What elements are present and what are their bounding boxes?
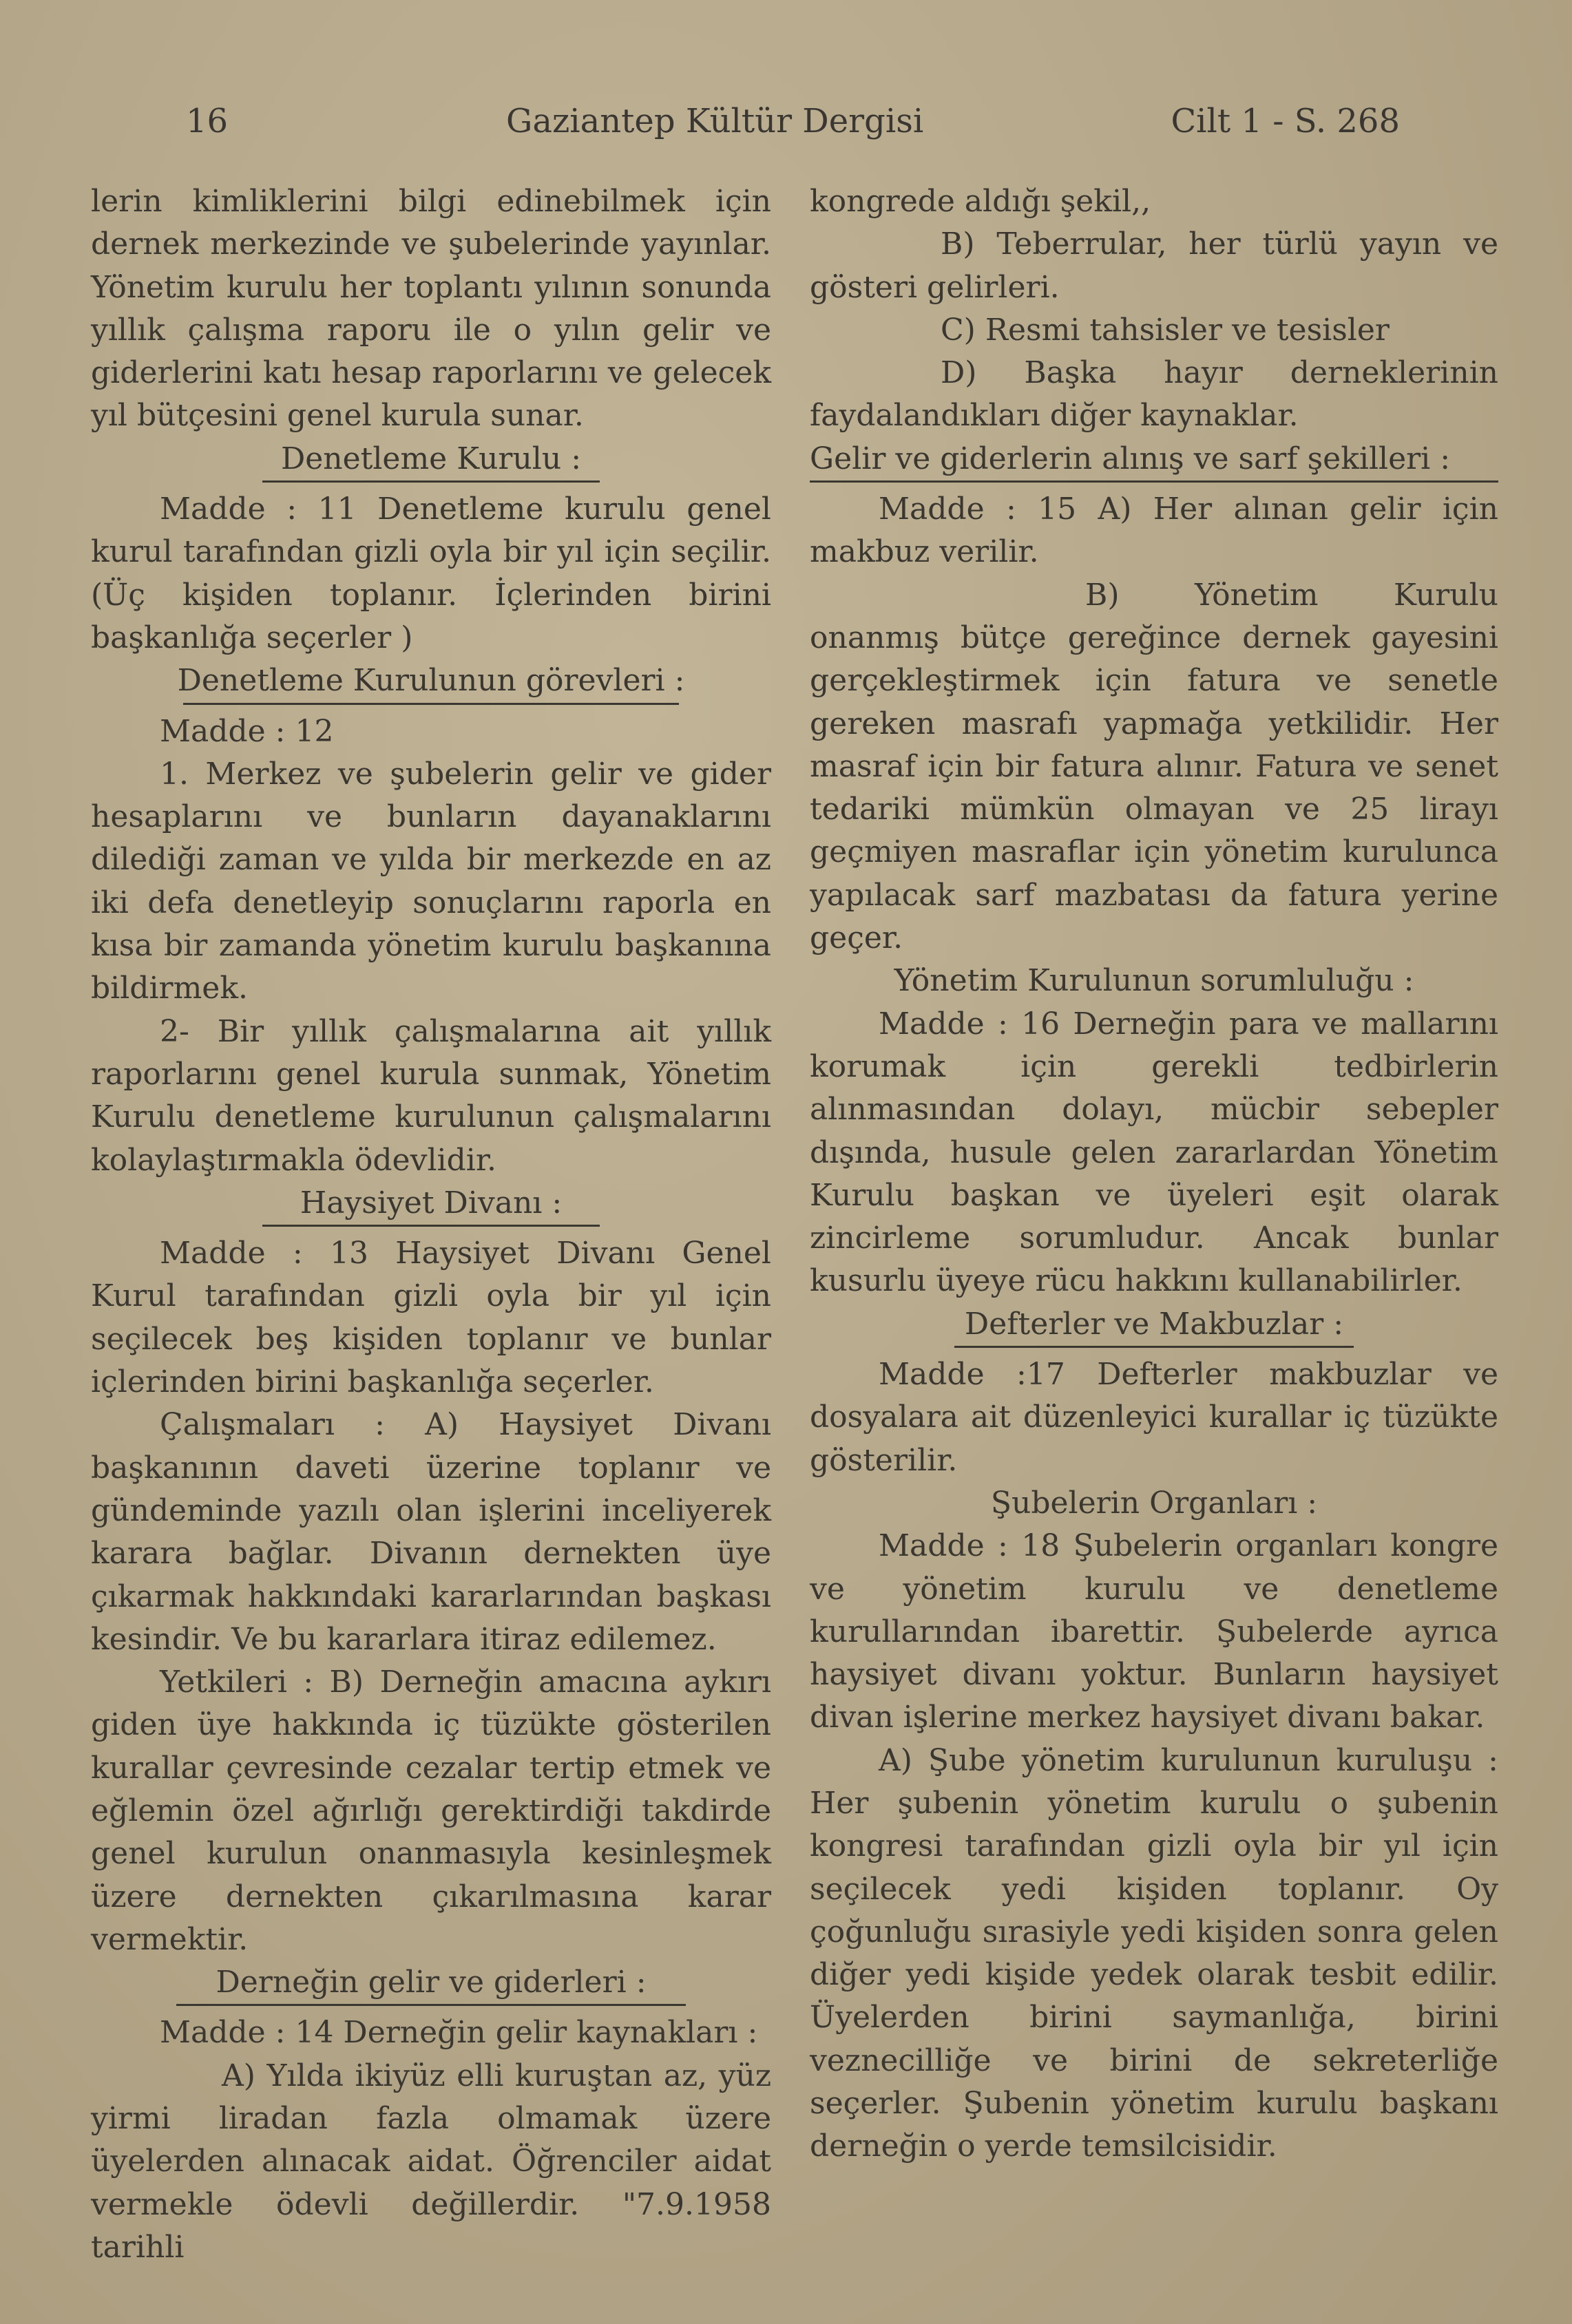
paragraph: C) Resmi tahsisler ve tesisler	[941, 312, 1390, 348]
paragraph: Yetkileri : B) Derneğin amacına aykırı giden üye hakkında iç tüzükte gösterilen kurallar çevresinde cezalar tertip etmek ve eğlemin özel ağırlığı gerektirdiği takdirde genel kurulun onanmasıyla kesinleşmek üzere dernekten çıkarılmasına karar vermektir.	[91, 1665, 771, 1957]
paragraph: Madde : 16 Derneğin para ve mallarını korumak için gerekli tedbirlerin alınmasından dolayı, mücbir sebepler dışında, husule gelen zararlardan Yönetim Kurulu başkan ve üyeleri eşit olarak zincirleme sorumludur. Ancak bunlar kusurlu üyeye rücu hakkını kullanabilirler.	[810, 1006, 1498, 1299]
paragraph: lerin kimliklerini bilgi edinebilmek için dernek merkezinde ve şubelerinde yayınlar. Yönetim kurulu her toplantı yılının sonunda yıllık çalışma raporu ile o yılın gelir ve giderlerini katı hesap raporlarını ve gelecek yıl bütçesini genel kurula sunar.	[91, 184, 771, 434]
section-heading	[810, 1303, 1498, 1346]
section-heading	[91, 1182, 771, 1225]
heading-text: Derneğin gelir ve giderleri :	[216, 1965, 647, 2000]
heading-underline	[262, 1225, 600, 1227]
paragraph: Madde : 15 A) Her alınan gelir için makbuz verilir.	[810, 492, 1498, 570]
section-heading	[91, 1961, 771, 2004]
paragraph: kongrede aldığı şekil,,	[810, 184, 1151, 219]
paragraph: A) Yılda ikiyüz elli kuruştan az, yüz yirmi liradan fazla olmamak üzere üyelerden alınacak aidat. Öğrenciler aidat vermekle ödevli değillerdir. "7.9.1958 tarihli	[91, 2058, 771, 2265]
journal-title: Gaziantep Kültür Dergisi	[506, 102, 924, 140]
heading-underline	[262, 480, 600, 483]
paragraph: D) Başka hayır derneklerinin faydalandıkları diğer kaynaklar.	[810, 355, 1498, 434]
heading-underline	[183, 703, 679, 705]
running-header	[186, 102, 1400, 150]
left-column	[91, 180, 771, 2269]
volume-issue: Cilt 1 - S. 268	[1171, 102, 1400, 140]
heading-text: Haysiyet Divanı :	[300, 1185, 563, 1221]
paragraph: 1. Merkez ve şubelerin gelir ve gider hesaplarını ve bunların dayanaklarını dilediği zaman ve yılda bir merkezde en az iki defa denetleyip sonuçlarını raporla en kısa bir zamanda yönetim kurulu başkanına bildirmek.	[91, 756, 771, 1006]
heading-underline	[954, 1346, 1354, 1348]
paragraph: Madde : 14 Derneğin gelir kaynakları :	[160, 2015, 758, 2051]
heading-text: Şubelerin Organları :	[990, 1485, 1318, 1521]
paragraph: Madde :17 Defterler makbuzlar ve dosyalara ait düzenleyici kurallar iç tüzükte gösterilir.	[810, 1357, 1498, 1478]
heading-text: Denetleme Kurulunun görevleri :	[177, 663, 685, 699]
paragraph: Çalışmaları : A) Haysiyet Divanı başkanının daveti üzerine toplanır ve gündeminde yazılı olan işlerini inceliyerek karara bağlar. Divanın dernekten üye çıkarmak hakkındaki kararlarından başkası kesindir. Ve bu kararlara itiraz edilemez.	[91, 1407, 771, 1657]
paragraph: B) Teberrular, her türlü yayın ve gösteri gelirleri.	[810, 226, 1498, 305]
section-heading	[91, 438, 771, 480]
right-column	[810, 180, 1498, 2168]
section-heading	[810, 960, 1498, 1002]
paragraph: Madde : 13 Haysiyet Divanı Genel Kurul tarafından gizli oyla bir yıl için seçilecek beş kişiden toplanır ve bunlar içlerinden birini başkanlığa seçerler.	[91, 1236, 771, 1400]
heading-text: Yönetim Kurulunun sorumluluğu :	[894, 963, 1414, 999]
section-heading	[810, 1482, 1498, 1525]
heading-underline	[176, 2004, 686, 2006]
heading-text: Denetleme Kurulu :	[280, 441, 582, 476]
section-heading	[91, 659, 771, 702]
paragraph: A) Şube yönetim kurulunun kuruluşu : Her şubenin yönetim kurulu o şubenin kongresi tarafından gizli oyla bir yıl için seçilecek yedi kişiden toplanır. Oy çoğunluğu sırasiyle yedi kişiden sonra gelen diğer yedi kişide yedek olarak tesbit edilir. Üyelerden birini saymanlığa, birini veznecilliğe ve birini de sekreterliğe seçerler. Şubenin yönetim kurulu başkanı derneğin o yerde temsilcisidir.	[810, 1742, 1498, 2164]
heading-underline	[810, 480, 1498, 483]
paragraph: Madde : 12	[160, 713, 334, 749]
heading-text: Defterler ve Makbuzlar :	[964, 1306, 1344, 1342]
paragraph: Madde : 18 Şubelerin organları kongre ve yönetim kurulu ve denetleme kurullarından ibarettir. Şubelerde ayrıca haysiyet divanı yoktur. Bunların haysiyet divan işlerine merkez haysiyet divanı bakar.	[810, 1528, 1498, 1735]
paragraph: B) Yönetim Kurulu onanmış bütçe gereğince dernek gayesini gerçekleştirmek için fatura ve senetle gereken masrafı yapmağa yetkilidir. Her masraf için bir fatura alınır. Fatura ve senet tedariki mümkün olmayan ve 25 lirayı geçmiyen masraflar için yönetim kurulunca yapılacak sarf mazbatası da fatura yerine geçer.	[810, 577, 1498, 956]
page-number: 16	[186, 102, 229, 140]
section-heading-inline: Gelir ve giderlerin alınış ve sarf şekilleri :	[810, 441, 1451, 476]
paragraph: 2- Bir yıllık çalışmalarına ait yıllık raporlarını genel kurula sunmak, Yönetim Kurulu denetleme kurulunun çalışmalarını kolaylaştırmakla ödevlidir.	[91, 1013, 771, 1178]
paragraph: Madde : 11 Denetleme kurulu genel kurul tarafından gizli oyla bir yıl için seçilir. (Üç kişiden toplanır. İçlerinden birini başkanlığa seçerler )	[91, 492, 771, 655]
